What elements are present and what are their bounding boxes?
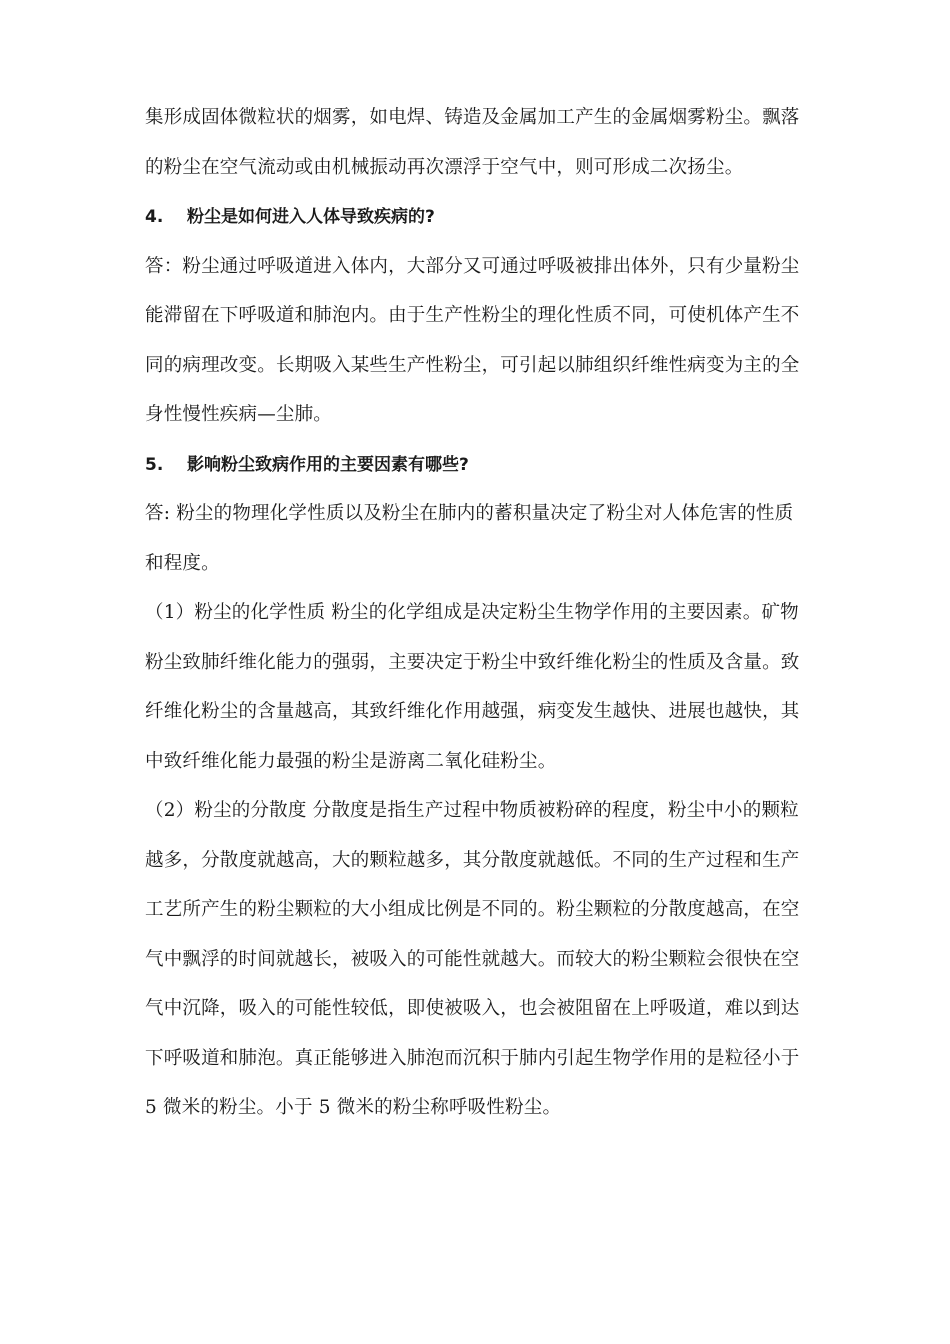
text-line: 同的病理改变。长期吸入某些生产性粉尘，可引起以肺组织纤维性病变为主的全 bbox=[145, 354, 800, 376]
text-line: 气中飘浮的时间就越长，被吸入的可能性就越大。而较大的粉尘颗粒会很快在空 bbox=[145, 948, 800, 970]
question-4-heading bbox=[145, 203, 817, 253]
text-line: 答：粉尘通过呼吸道进入体内，大部分又可通过呼吸被排出体外，只有少量粉尘 bbox=[145, 255, 800, 277]
text-line: （2）粉尘的分散度 分散度是指生产过程中物质被粉碎的程度，粉尘中小的颗粒 bbox=[145, 800, 799, 821]
text-line: 气中沉降，吸入的可能性较低，即使被吸入，也会被阻留在上呼吸道，难以到达 bbox=[145, 998, 800, 1019]
text-line: 纤维化粉尘的含量越高，其致纤维化作用越强，病变发生越快、进展也越快，其 bbox=[145, 701, 800, 722]
intro-paragraph bbox=[145, 104, 817, 203]
text-line: 下呼吸道和肺泡。真正能够进入肺泡而沉积于肺内引起生物学作用的是粒径小于 bbox=[145, 1047, 800, 1069]
text-line: 越多，分散度就越高，大的颗粒越多，其分散度就越低。不同的生产过程和生产 bbox=[145, 849, 800, 871]
text-line: 中致纤维化能力最强的粉尘是游离二氧化硅粉尘。 bbox=[145, 750, 557, 772]
question-number: 5. bbox=[145, 454, 164, 475]
text-line: 工艺所产生的粉尘颗粒的大小组成比例是不同的。粉尘颗粒的分散度越高，在空 bbox=[145, 899, 800, 920]
text-line: 和程度。 bbox=[145, 552, 220, 574]
text-line: （1）粉尘的化学性质 粉尘的化学组成是决定粉尘生物学作用的主要因素。矿物 bbox=[145, 602, 799, 623]
question-5-answer bbox=[145, 500, 817, 599]
text-line: 粉尘致肺纤维化能力的强弱，主要决定于粉尘中致纤维化粉尘的性质及含量。致 bbox=[145, 651, 800, 673]
question-4-answer bbox=[145, 253, 817, 451]
point-2-paragraph bbox=[145, 797, 817, 1144]
text-line: 集形成固体微粒状的烟雾，如电焊、铸造及金属加工产生的金属烟雾粉尘。飘落 bbox=[145, 107, 800, 128]
text-line: 答: 粉尘的物理化学性质以及粉尘在肺内的蓄积量决定了粉尘对人体危害的性质 bbox=[145, 503, 794, 524]
document-page bbox=[145, 104, 817, 1144]
question-number: 4. bbox=[145, 207, 164, 227]
question-title: 影响粉尘致病作用的主要因素有哪些? bbox=[187, 454, 469, 475]
question-5-heading bbox=[145, 451, 817, 501]
text-line: 身性慢性疾病—尘肺。 bbox=[145, 404, 333, 425]
point-1-paragraph bbox=[145, 599, 817, 797]
text-line: 5 微米的粉尘。小于 5 微米的粉尘称呼吸性粉尘。 bbox=[145, 1097, 562, 1118]
question-title: 粉尘是如何进入人体导致疾病的? bbox=[187, 207, 435, 227]
text-line: 能滞留在下呼吸道和肺泡内。由于生产性粉尘的理化性质不同，可使机体产生不 bbox=[145, 305, 800, 326]
text-line: 的粉尘在空气流动或由机械振动再次漂浮于空气中，则可形成二次扬尘。 bbox=[145, 156, 744, 178]
